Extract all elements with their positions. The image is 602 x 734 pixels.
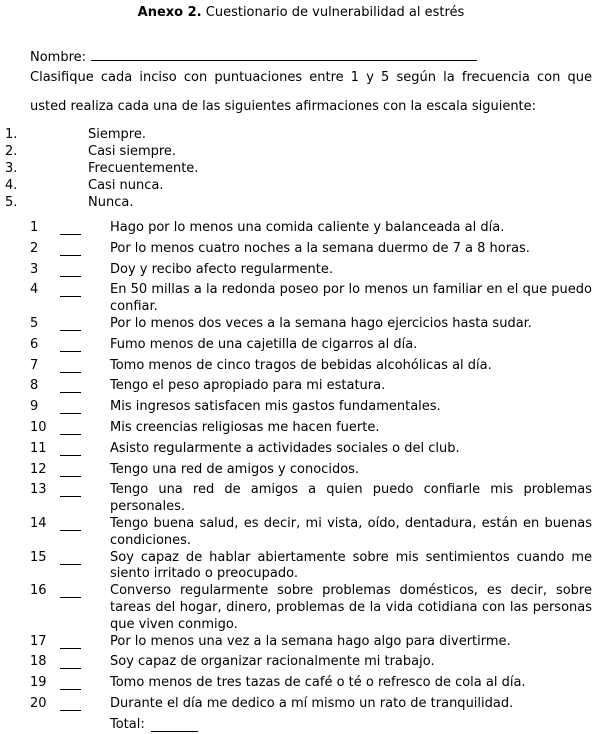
answer-blank[interactable] [60,585,81,598]
question-text: Asisto regularmente a actividades sociales o del club. [110,440,460,456]
total-label: Total: [110,716,145,732]
question-text: Soy capaz de organizar racionalmente mi trabajo. [110,654,435,670]
answer-blank[interactable] [60,422,81,435]
question-list [30,220,592,734]
question-number: 18 [30,654,47,670]
question-number: 5 [30,315,39,331]
scale-item [5,143,198,160]
question-text: Soy capaz de hablar abiertamente sobre mis sentimientos cuando me siento irritado o preocupado. [110,549,592,582]
question-text: Por lo menos cuatro noches a la semana duermo de 7 a 8 horas. [110,240,530,256]
question-number: 2 [30,240,39,256]
question-row [30,399,592,420]
scale-item-number: 1. [5,127,18,142]
question-row [30,241,592,262]
question-number: 13 [30,482,47,498]
question-row [30,675,592,696]
scale-item [5,160,198,177]
scale-item-number: 2. [5,144,18,160]
answer-blank[interactable] [60,464,81,477]
scale-item-label: Casi siempre. [88,144,177,160]
question-row [30,550,592,584]
question-number: 12 [30,461,47,477]
question-row [30,654,592,675]
answer-blank[interactable] [60,318,81,331]
total-blank[interactable] [151,719,198,732]
question-text: Converso regularmente sobre problemas domésticos, es decir, sobre tareas del hogar, dinero, problemas de la vida cotidiana con las personas que viven conmigo. [110,583,592,632]
question-text: Durante el día me dedico a mí mismo un rato de tranquilidad. [110,695,514,711]
question-text: Tengo buena salud, es decir, mi vista, oído, dentadura, están en buenas condiciones. [110,515,592,548]
answer-blank[interactable] [60,443,81,456]
question-text: En 50 millas a la redonda poseo por lo menos un familiar en el que puedo confiar. [110,282,592,315]
question-number: 19 [30,675,47,691]
question-text: Tomo menos de cinco tragos de bebidas alcohólicas al día. [110,357,492,373]
question-number: 14 [30,515,47,531]
rating-scale-list [5,126,198,211]
question-number: 10 [30,419,47,435]
instructions-text: Clasifique cada inciso con puntuaciones entre 1 y 5 según la frecuencia con que usted realiza cada una de las siguientes afirmaciones con la escala siguiente: [30,70,592,114]
question-text: Por lo menos una vez a la semana hago algo para divertirme. [110,633,511,649]
question-row [30,337,592,358]
question-row [30,282,592,316]
question-text: Fumo menos de una cajetilla de cigarros al día. [110,336,418,352]
answer-blank[interactable] [60,360,81,373]
answer-blank[interactable] [60,380,81,393]
scale-item-number: 5. [5,195,18,211]
question-row [30,316,592,337]
question-number: 1 [30,220,39,235]
answer-blank[interactable] [60,484,81,497]
question-text: Hago por lo menos una comida caliente y balanceada al día. [110,220,505,235]
answer-blank[interactable] [60,656,81,669]
question-row [30,696,592,717]
name-field-row [30,48,477,65]
page-title-text: Cuestionario de vulnerabilidad al estrés [201,5,465,20]
scale-item-number: 4. [5,178,18,194]
scale-item [5,126,198,143]
question-text: Por lo menos dos veces a la semana hago ejercicios hasta sudar. [110,315,532,331]
answer-blank[interactable] [60,264,81,277]
name-input-line[interactable] [91,48,477,61]
answer-blank[interactable] [60,243,81,256]
question-row [30,516,592,550]
question-number: 4 [30,282,39,298]
question-number: 20 [30,695,47,711]
question-row [30,482,592,516]
question-row [30,358,592,379]
scale-item-label: Casi nunca. [88,178,164,194]
page-title-annex: Anexo 2. [137,5,202,20]
answer-blank[interactable] [60,636,81,649]
answer-blank[interactable] [60,339,81,352]
scale-item [5,177,198,194]
answer-blank[interactable] [60,677,81,690]
scale-item-label: Siempre. [88,127,146,142]
question-row [30,220,592,241]
question-text: Tengo el peso apropiado para mi estatura. [110,378,386,394]
question-number: 15 [30,549,47,565]
question-row [30,583,592,633]
name-label: Nombre: [30,50,87,65]
question-row [30,378,592,399]
question-text: Tomo menos de tres tazas de café o té o refresco de cola al día. [110,675,526,691]
answer-blank[interactable] [60,222,81,235]
question-text: Mis ingresos satisfacen mis gastos fundamentales. [110,399,441,415]
question-row [30,262,592,283]
question-number: 11 [30,440,47,456]
question-text: Tengo una red de amigos a quien puedo confiarle mis problemas personales. [110,482,592,515]
answer-blank[interactable] [60,552,81,565]
answer-blank[interactable] [60,518,81,531]
answer-blank[interactable] [60,401,81,414]
question-text: Doy y recibo afecto regularmente. [110,261,334,277]
scale-item-label: Nunca. [88,195,134,211]
answer-blank[interactable] [60,698,81,711]
question-text: Tengo una red de amigos y conocidos. [110,461,360,477]
page-title [0,5,602,20]
question-number: 7 [30,357,39,373]
question-number: 8 [30,378,39,394]
question-number: 9 [30,399,39,415]
question-row [30,420,592,441]
scale-item-number: 3. [5,161,18,177]
question-row [30,634,592,655]
question-row [30,441,592,462]
question-row [30,462,592,483]
question-number: 6 [30,336,39,352]
question-text: Mis creencias religiosas me hacen fuerte. [110,419,380,435]
question-number: 16 [30,583,47,599]
question-number: 3 [30,261,39,277]
total-row [30,717,592,734]
scale-item [5,194,198,211]
answer-blank[interactable] [60,284,81,297]
question-number: 17 [30,633,47,649]
scale-item-label: Frecuentemente. [88,161,199,177]
